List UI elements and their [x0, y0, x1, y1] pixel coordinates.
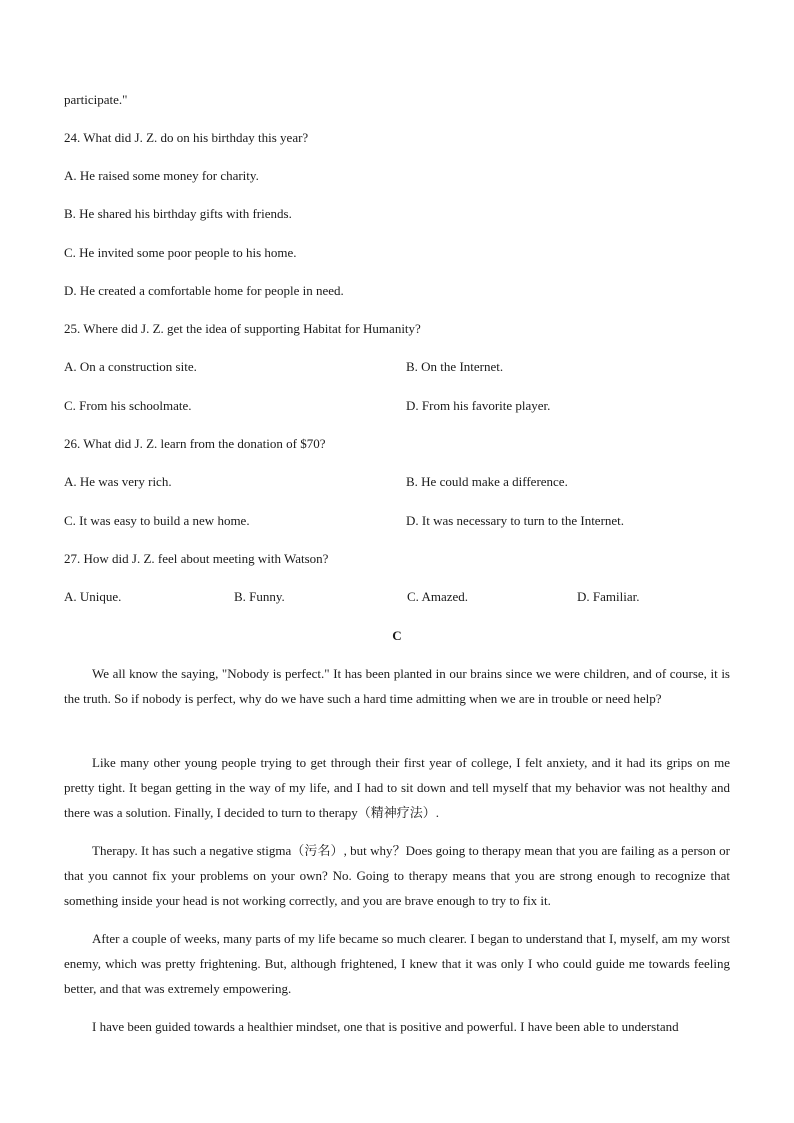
question-25-option-d: D. From his favorite player.: [406, 398, 551, 413]
question-26-option-d: D. It was necessary to turn to the Internet.: [406, 513, 625, 528]
paragraph-3: Therapy. It has such a negative stigma（污名）, but why？Does going to therapy mean that you are failing as a person or that you cannot fix your problems on your own? No. Going to therapy means that you are strong enough to recognize that something inside your head is not working correctly, and you are brave enough to try to fix it.: [64, 843, 730, 908]
question-27-option-d: D. Familiar.: [577, 589, 640, 604]
paragraph-5: I have been guided towards a healthier mindset, one that is positive and powerful. I have been able to understand: [92, 1019, 679, 1034]
question-26-option-b: B. He could make a difference.: [406, 474, 568, 489]
question-27-stem: 27. How did J. Z. feel about meeting with Watson?: [64, 551, 329, 566]
question-26-option-c: C. It was easy to build a new home.: [64, 513, 250, 528]
question-26-option-a: A. He was very rich.: [64, 474, 172, 489]
question-27-option-a: A. Unique.: [64, 589, 122, 604]
question-24-option-b: B. He shared his birthday gifts with friends.: [64, 206, 292, 221]
paragraph-2: Like many other young people trying to get through their first year of college, I felt anxiety, and it had its grips on me pretty tight. It began getting in the way of my life, and I had to sit down and tell myself that my behavior was not healthy and there was a solution. Finally, I decided to turn to therapy（精神疗法）.: [64, 755, 730, 820]
paragraph-1: We all know the saying, "Nobody is perfect." It has been planted in our brains since we were children, and of course, it is the truth. So if nobody is perfect, why do we have such a hard time admitting when we are in trouble or need help?: [64, 666, 730, 706]
question-25-option-b: B. On the Internet.: [406, 359, 504, 374]
section-heading: C: [392, 628, 402, 643]
question-27-option-b: B. Funny.: [234, 589, 285, 604]
question-24-stem: 24. What did J. Z. do on his birthday this year?: [64, 130, 309, 145]
passage-fragment: participate.": [64, 92, 128, 107]
paragraph-4: After a couple of weeks, many parts of my life became so much clearer. I began to understand that I, myself, am my worst enemy, which was pretty frightening. But, although frightened, I knew that it was only I who could guide me towards feeling better, and that was extremely empowering.: [64, 931, 730, 996]
question-25-option-a: A. On a construction site.: [64, 359, 197, 374]
question-24-option-c: C. He invited some poor people to his home.: [64, 245, 297, 260]
question-24-option-a: A. He raised some money for charity.: [64, 168, 259, 183]
question-25-option-c: C. From his schoolmate.: [64, 398, 192, 413]
question-26-stem: 26. What did J. Z. learn from the donation of $70?: [64, 436, 326, 451]
question-25-stem: 25. Where did J. Z. get the idea of supporting Habitat for Humanity?: [64, 321, 421, 336]
question-24-option-d: D. He created a comfortable home for people in need.: [64, 283, 344, 298]
question-27-option-c: C. Amazed.: [407, 589, 469, 604]
